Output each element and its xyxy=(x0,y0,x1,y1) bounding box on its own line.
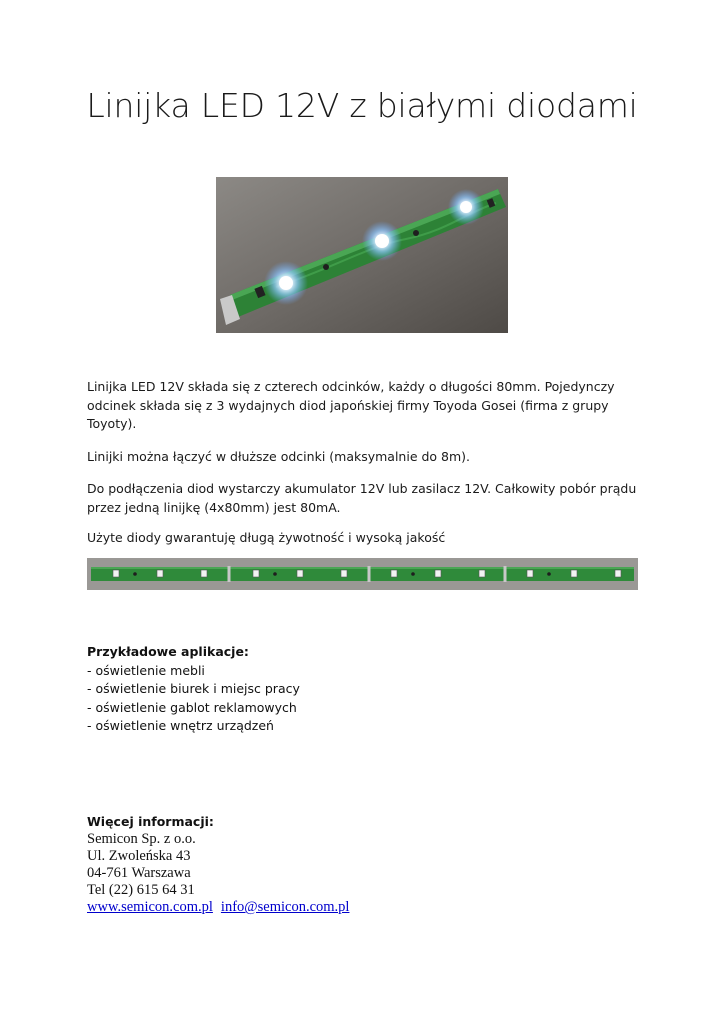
applications-heading: Przykładowe aplikacje: xyxy=(87,644,249,659)
led-strip-photo xyxy=(216,177,508,333)
list-item: - oświetlenie wnętrz urządzeń xyxy=(87,718,274,733)
paragraph-description: Linijka LED 12V składa się z czterech odcinków, każdy o długości 80mm. Pojedynczy odcinek składa się z 3 wydajnych diod japońskiej firmy Toyoda Gosei (firma z grupy Toyoty). xyxy=(87,379,615,431)
city-address: 04-761 Warszawa xyxy=(87,865,191,881)
paragraph-length: Linijki można łączyć w dłuższe odcinki (maksymalnie do 8m). xyxy=(87,449,471,464)
website-link[interactable]: www.semicon.com.pl xyxy=(87,899,213,915)
contact-section xyxy=(87,813,349,916)
full-strip-photo xyxy=(87,558,638,590)
page-title: Linijka LED 12V z białymi diodami xyxy=(86,86,638,125)
phone-number: Tel (22) 615 64 31 xyxy=(87,882,195,898)
contact-heading: Więcej informacji: xyxy=(87,814,214,829)
paragraph-power: Do podłączenia diod wystarczy akumulator 12V lub zasilacz 12V. Całkowity pobór prądu przez jedną linijkę (4x80mm) jest 80mA. xyxy=(87,481,637,515)
contact-links xyxy=(87,899,349,916)
list-item: - oświetlenie mebli xyxy=(87,662,205,678)
paragraph-quality: Użyte diody gwarantuję długą żywotność i wysoką jakość xyxy=(87,530,446,545)
company-name: Semicon Sp. z o.o. xyxy=(87,831,196,847)
applications-section xyxy=(87,643,300,736)
list-item: - oświetlenie gablot reklamowych xyxy=(87,699,297,715)
list-item: - oświetlenie biurek i miejsc pracy xyxy=(87,681,300,696)
email-link[interactable]: info@semicon.com.pl xyxy=(220,899,350,915)
street-address: Ul. Zwoleńska 43 xyxy=(87,848,191,864)
